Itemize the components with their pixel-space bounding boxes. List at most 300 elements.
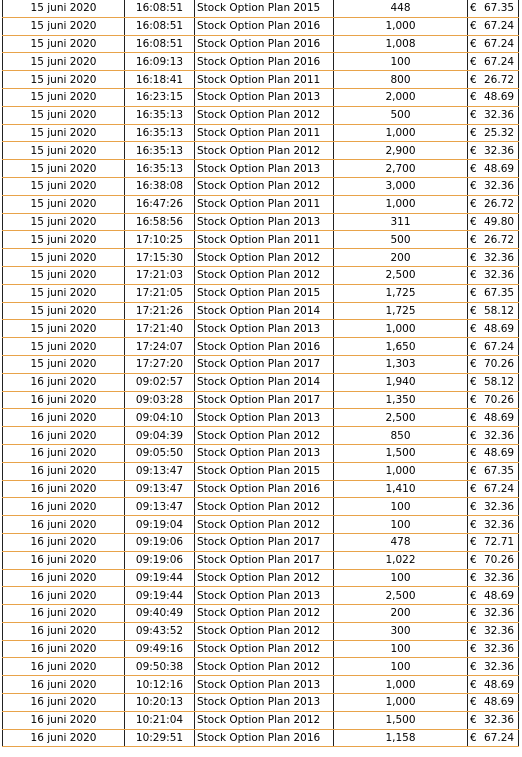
table-row [3,231,519,249]
price-amount: 26.72 [484,73,515,86]
quantity-cell: 311 [334,213,468,231]
plan-cell: Stock Option Plan 2012 [195,658,334,676]
quantity-cell: 800 [334,71,468,89]
price-amount: 58.12 [484,376,515,389]
table-row [3,17,519,35]
price-cell [468,516,519,534]
currency-symbol: € [470,2,477,15]
currency-symbol: € [470,322,477,335]
date-cell: 16 juni 2020 [3,640,125,658]
table-row [3,124,519,142]
plan-cell: Stock Option Plan 2016 [195,729,334,747]
price-amount: 32.36 [484,660,515,673]
quantity-cell: 1,000 [334,195,468,213]
date-cell: 15 juni 2020 [3,0,125,17]
time-cell: 16:58:56 [125,213,195,231]
plan-cell: Stock Option Plan 2012 [195,640,334,658]
time-cell: 09:19:44 [125,587,195,605]
price-cell [468,444,519,462]
price-cell [468,729,519,747]
table-row [3,729,519,747]
price-amount: 32.36 [484,518,515,531]
currency-symbol: € [470,215,477,228]
quantity-cell: 1,000 [334,462,468,480]
table-row [3,409,519,427]
table-row [3,551,519,569]
price-cell [468,142,519,160]
date-cell: 16 juni 2020 [3,605,125,623]
price-amount: 48.69 [484,696,515,709]
currency-symbol: € [470,643,477,656]
time-cell: 09:40:49 [125,605,195,623]
plan-cell: Stock Option Plan 2012 [195,142,334,160]
date-cell: 15 juni 2020 [3,106,125,124]
time-cell: 17:15:30 [125,249,195,267]
table-row [3,373,519,391]
table-row [3,0,519,17]
table-row [3,694,519,712]
plan-cell: Stock Option Plan 2011 [195,195,334,213]
date-cell: 15 juni 2020 [3,231,125,249]
price-amount: 48.69 [484,91,515,104]
plan-cell: Stock Option Plan 2017 [195,533,334,551]
table-row [3,569,519,587]
price-cell [468,569,519,587]
quantity-cell: 300 [334,622,468,640]
price-amount: 72.71 [484,536,515,549]
date-cell: 16 juni 2020 [3,622,125,640]
currency-symbol: € [470,607,477,620]
price-amount: 67.35 [484,287,515,300]
plan-cell: Stock Option Plan 2013 [195,320,334,338]
date-cell: 16 juni 2020 [3,391,125,409]
plan-cell: Stock Option Plan 2012 [195,711,334,729]
quantity-cell: 500 [334,231,468,249]
date-cell: 15 juni 2020 [3,284,125,302]
time-cell: 09:43:52 [125,622,195,640]
currency-symbol: € [470,393,477,406]
quantity-cell: 3,000 [334,177,468,195]
time-cell: 17:10:25 [125,231,195,249]
price-cell [468,249,519,267]
date-cell: 15 juni 2020 [3,213,125,231]
price-amount: 32.36 [484,180,515,193]
table-row [3,427,519,445]
time-cell: 09:13:47 [125,498,195,516]
table-row [3,587,519,605]
price-cell [468,409,519,427]
time-cell: 16:35:13 [125,106,195,124]
plan-cell: Stock Option Plan 2017 [195,355,334,373]
transactions-table-body [3,0,519,747]
quantity-cell: 1,725 [334,284,468,302]
date-cell: 16 juni 2020 [3,711,125,729]
date-cell: 15 juni 2020 [3,338,125,356]
date-cell: 16 juni 2020 [3,427,125,445]
table-row [3,195,519,213]
quantity-cell: 1,303 [334,355,468,373]
date-cell: 15 juni 2020 [3,177,125,195]
price-amount: 32.36 [484,429,515,442]
table-row [3,160,519,178]
time-cell: 17:21:40 [125,320,195,338]
currency-symbol: € [470,198,477,211]
plan-cell: Stock Option Plan 2012 [195,427,334,445]
date-cell: 15 juni 2020 [3,195,125,213]
price-amount: 70.26 [484,393,515,406]
quantity-cell: 100 [334,658,468,676]
price-amount: 70.26 [484,554,515,567]
date-cell: 16 juni 2020 [3,373,125,391]
quantity-cell: 2,000 [334,88,468,106]
price-cell [468,124,519,142]
plan-cell: Stock Option Plan 2012 [195,622,334,640]
price-cell [468,498,519,516]
quantity-cell: 1,022 [334,551,468,569]
table-row [3,605,519,623]
price-amount: 67.35 [484,2,515,15]
date-cell: 16 juni 2020 [3,676,125,694]
time-cell: 16:18:41 [125,71,195,89]
currency-symbol: € [470,376,477,389]
price-cell [468,71,519,89]
quantity-cell: 1,410 [334,480,468,498]
currency-symbol: € [470,518,477,531]
time-cell: 17:21:05 [125,284,195,302]
price-amount: 32.36 [484,714,515,727]
date-cell: 15 juni 2020 [3,17,125,35]
quantity-cell: 1,000 [334,17,468,35]
currency-symbol: € [470,696,477,709]
quantity-cell: 100 [334,516,468,534]
currency-symbol: € [470,411,477,424]
currency-symbol: € [470,358,477,371]
price-amount: 26.72 [484,233,515,246]
table-row [3,355,519,373]
table-row [3,177,519,195]
time-cell: 09:03:28 [125,391,195,409]
price-cell [468,373,519,391]
time-cell: 16:47:26 [125,195,195,213]
currency-symbol: € [470,144,477,157]
price-amount: 48.69 [484,162,515,175]
price-cell [468,676,519,694]
currency-symbol: € [470,126,477,139]
price-cell [468,284,519,302]
table-row [3,35,519,53]
date-cell: 15 juni 2020 [3,71,125,89]
price-cell [468,17,519,35]
table-row [3,462,519,480]
quantity-cell: 100 [334,640,468,658]
quantity-cell: 100 [334,569,468,587]
plan-cell: Stock Option Plan 2013 [195,88,334,106]
date-cell: 16 juni 2020 [3,658,125,676]
quantity-cell: 500 [334,106,468,124]
table-row [3,106,519,124]
plan-cell: Stock Option Plan 2013 [195,213,334,231]
quantity-cell: 100 [334,498,468,516]
table-row [3,142,519,160]
price-amount: 67.24 [484,55,515,68]
date-cell: 15 juni 2020 [3,302,125,320]
price-amount: 67.24 [484,20,515,33]
currency-symbol: € [470,714,477,727]
table-row [3,444,519,462]
currency-symbol: € [470,37,477,50]
date-cell: 15 juni 2020 [3,53,125,71]
plan-cell: Stock Option Plan 2012 [195,177,334,195]
price-cell [468,711,519,729]
quantity-cell: 2,900 [334,142,468,160]
date-cell: 16 juni 2020 [3,694,125,712]
price-amount: 67.24 [484,482,515,495]
date-cell: 16 juni 2020 [3,462,125,480]
price-cell [468,160,519,178]
time-cell: 09:13:47 [125,480,195,498]
time-cell: 17:27:20 [125,355,195,373]
time-cell: 09:19:04 [125,516,195,534]
time-cell: 16:35:13 [125,160,195,178]
table-row [3,516,519,534]
plan-cell: Stock Option Plan 2017 [195,391,334,409]
date-cell: 16 juni 2020 [3,516,125,534]
currency-symbol: € [470,554,477,567]
quantity-cell: 2,500 [334,266,468,284]
currency-symbol: € [470,233,477,246]
currency-symbol: € [470,269,477,282]
table-row [3,213,519,231]
time-cell: 17:21:03 [125,266,195,284]
price-cell [468,266,519,284]
currency-symbol: € [470,287,477,300]
table-row [3,622,519,640]
quantity-cell: 1,725 [334,302,468,320]
plan-cell: Stock Option Plan 2016 [195,53,334,71]
table-row [3,302,519,320]
quantity-cell: 1,000 [334,320,468,338]
price-amount: 48.69 [484,411,515,424]
currency-symbol: € [470,536,477,549]
price-amount: 67.24 [484,37,515,50]
time-cell: 16:09:13 [125,53,195,71]
table-row [3,53,519,71]
table-row [3,71,519,89]
time-cell: 09:02:57 [125,373,195,391]
plan-cell: Stock Option Plan 2013 [195,160,334,178]
price-cell [468,551,519,569]
quantity-cell: 1,350 [334,391,468,409]
price-amount: 58.12 [484,304,515,317]
table-row [3,284,519,302]
currency-symbol: € [470,500,477,513]
table-row [3,676,519,694]
currency-symbol: € [470,180,477,193]
time-cell: 09:19:06 [125,551,195,569]
price-cell [468,35,519,53]
price-cell [468,658,519,676]
quantity-cell: 1,650 [334,338,468,356]
price-cell [468,355,519,373]
date-cell: 15 juni 2020 [3,142,125,160]
quantity-cell: 1,008 [334,35,468,53]
plan-cell: Stock Option Plan 2014 [195,302,334,320]
plan-cell: Stock Option Plan 2011 [195,124,334,142]
date-cell: 16 juni 2020 [3,729,125,747]
time-cell: 17:24:07 [125,338,195,356]
price-cell [468,195,519,213]
table-row [3,498,519,516]
table-row [3,533,519,551]
date-cell: 16 juni 2020 [3,498,125,516]
time-cell: 09:13:47 [125,462,195,480]
price-cell [468,0,519,17]
plan-cell: Stock Option Plan 2015 [195,0,334,17]
plan-cell: Stock Option Plan 2016 [195,480,334,498]
plan-cell: Stock Option Plan 2014 [195,373,334,391]
quantity-cell: 1,000 [334,676,468,694]
price-amount: 32.36 [484,571,515,584]
currency-symbol: € [470,678,477,691]
price-amount: 32.36 [484,109,515,122]
price-cell [468,605,519,623]
quantity-cell: 1,000 [334,124,468,142]
price-amount: 70.26 [484,358,515,371]
time-cell: 10:12:16 [125,676,195,694]
table-row [3,249,519,267]
table-row [3,391,519,409]
plan-cell: Stock Option Plan 2013 [195,444,334,462]
date-cell: 16 juni 2020 [3,551,125,569]
price-amount: 67.24 [484,732,515,745]
price-amount: 26.72 [484,198,515,211]
table-row [3,320,519,338]
time-cell: 16:23:15 [125,88,195,106]
time-cell: 09:50:38 [125,658,195,676]
plan-cell: Stock Option Plan 2012 [195,106,334,124]
date-cell: 15 juni 2020 [3,249,125,267]
price-cell [468,302,519,320]
time-cell: 09:04:10 [125,409,195,427]
plan-cell: Stock Option Plan 2011 [195,231,334,249]
price-cell [468,213,519,231]
quantity-cell: 478 [334,533,468,551]
price-cell [468,462,519,480]
time-cell: 09:04:39 [125,427,195,445]
quantity-cell: 200 [334,605,468,623]
date-cell: 15 juni 2020 [3,320,125,338]
price-cell [468,53,519,71]
date-cell: 16 juni 2020 [3,409,125,427]
price-amount: 48.69 [484,589,515,602]
price-cell [468,587,519,605]
price-cell [468,88,519,106]
date-cell: 15 juni 2020 [3,124,125,142]
time-cell: 10:21:04 [125,711,195,729]
price-cell [468,640,519,658]
plan-cell: Stock Option Plan 2015 [195,284,334,302]
currency-symbol: € [470,304,477,317]
table-row [3,658,519,676]
quantity-cell: 200 [334,249,468,267]
time-cell: 16:08:51 [125,0,195,17]
currency-symbol: € [470,447,477,460]
price-cell [468,480,519,498]
currency-symbol: € [470,251,477,264]
price-cell [468,106,519,124]
currency-symbol: € [470,732,477,745]
plan-cell: Stock Option Plan 2012 [195,266,334,284]
price-amount: 48.69 [484,678,515,691]
plan-cell: Stock Option Plan 2012 [195,498,334,516]
price-amount: 32.36 [484,625,515,638]
price-amount: 32.36 [484,607,515,620]
price-cell [468,320,519,338]
currency-symbol: € [470,55,477,68]
time-cell: 09:19:44 [125,569,195,587]
plan-cell: Stock Option Plan 2016 [195,35,334,53]
table-row [3,266,519,284]
plan-cell: Stock Option Plan 2013 [195,676,334,694]
plan-cell: Stock Option Plan 2017 [195,551,334,569]
plan-cell: Stock Option Plan 2012 [195,249,334,267]
time-cell: 09:05:50 [125,444,195,462]
quantity-cell: 2,700 [334,160,468,178]
currency-symbol: € [470,91,477,104]
price-amount: 48.69 [484,447,515,460]
price-cell [468,427,519,445]
plan-cell: Stock Option Plan 2011 [195,71,334,89]
date-cell: 16 juni 2020 [3,569,125,587]
plan-cell: Stock Option Plan 2012 [195,516,334,534]
date-cell: 15 juni 2020 [3,160,125,178]
currency-symbol: € [470,429,477,442]
currency-symbol: € [470,20,477,33]
time-cell: 16:35:13 [125,124,195,142]
time-cell: 09:49:16 [125,640,195,658]
plan-cell: Stock Option Plan 2013 [195,409,334,427]
quantity-cell: 2,500 [334,409,468,427]
currency-symbol: € [470,465,477,478]
table-row [3,88,519,106]
table-row [3,338,519,356]
date-cell: 16 juni 2020 [3,587,125,605]
table-row [3,480,519,498]
price-amount: 25.32 [484,126,515,139]
price-cell [468,533,519,551]
quantity-cell: 1,940 [334,373,468,391]
time-cell: 16:08:51 [125,17,195,35]
plan-cell: Stock Option Plan 2013 [195,587,334,605]
currency-symbol: € [470,625,477,638]
transactions-table [2,0,519,747]
price-amount: 32.36 [484,643,515,656]
quantity-cell: 100 [334,53,468,71]
price-cell [468,338,519,356]
price-amount: 32.36 [484,269,515,282]
quantity-cell: 1,500 [334,444,468,462]
date-cell: 16 juni 2020 [3,480,125,498]
price-cell [468,694,519,712]
plan-cell: Stock Option Plan 2013 [195,694,334,712]
quantity-cell: 448 [334,0,468,17]
quantity-cell: 850 [334,427,468,445]
time-cell: 10:29:51 [125,729,195,747]
time-cell: 16:08:51 [125,35,195,53]
quantity-cell: 1,500 [334,711,468,729]
price-amount: 48.69 [484,322,515,335]
plan-cell: Stock Option Plan 2012 [195,569,334,587]
